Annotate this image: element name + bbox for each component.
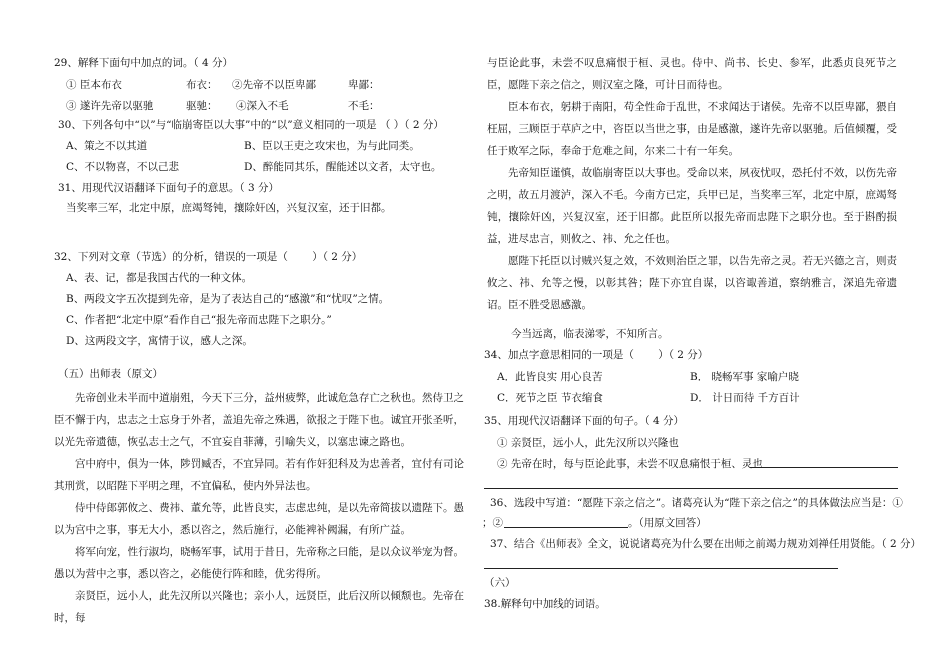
section5-paragraph-1: 先帝创业未半而中道崩殂，今天下三分，益州疲弊，此诚危急存亡之秋也。然侍卫之臣不懈于内，忠志之士忘身于外者，盖追先帝之殊遇，欲报之于陛下也。诚宜开张圣听，以光先帝遗德，恢弘志士之气，不宜妄自菲薄，引喻失义，以塞忠谏之路也。 [54,392,464,448]
q35-sentence-2: ② 先帝在时，每与臣论此事，未尝不叹息痛恨于桓、灵也 [497,458,763,470]
q36-answer-suffix: 。（用原文回答） [628,517,707,529]
q29-item-2: ②先帝不以臣卑鄙 [232,79,316,91]
q37-stem: 37、结合《出师表》全文，说说诸葛亮为什么要在出师之前竭力规劝刘禅任用贤能。（ 2 分） [490,538,921,550]
q29-blank-label-2: 卑鄙： [348,79,380,91]
q32-option-c: C、作者把“北定中原”看作自己“报先帝而忠陛下之职分。” [66,314,332,326]
section5-paragraph-5-continued: 与臣论此事，未尝不叹息痛恨于桓、灵也。侍中、尚书、长史、参军，此悉贞良死节之臣，愿陛下亲之信之，则汉室之隆，可计日而待也。 [487,57,897,91]
q30-option-c: C、不以物喜，不以己悲 [66,161,180,173]
q35-answer-line-1[interactable] [750,467,898,468]
q36-stem: 36、选段中写道：“愿陛下亲之信之”。诸葛亮认为“陛下亲之信之”的具体做法应当是：① [490,497,903,509]
section5-paragraph-4: 将军向宠，性行淑均，晓畅军事，试用于昔日，先帝称之曰能，是以众议举宠为督。愚以为营中之事，悉以咨之，必能使行阵和睦，优劣得所。 [54,546,464,580]
q35-stem: 35、用现代汉语翻译下面的句子。（ 4 分） [484,415,684,427]
q32-stem: 32、下列对文章（节选）的分析，错误的一项是（ ）（ 2 分） [54,251,363,263]
q30-option-a: A、策之不以其道 [66,140,148,152]
q29-blank-label-3: 驱驰： [186,100,218,112]
q29-blank-label-4: 不毛： [348,100,380,112]
section5-paragraph-6: 臣本布衣，躬耕于南阳，苟全性命于乱世，不求闻达于诸侯。先帝不以臣卑鄙，猥自枉屈，三顾臣于草庐之中，咨臣以当世之事，由是感激，遂许先帝以驱驰。后值倾覆，受任于败军之际，奉命于危难之间，尔来二十有一年矣。 [487,101,897,157]
q32-option-a: A、表、记，都是我国古代的一种文体。 [66,272,253,284]
q36-answer-prefix: ；② [482,517,503,529]
section5-paragraph-5: 亲贤臣，远小人，此先汉所以兴隆也；亲小人，远贤臣，此后汉所以倾颓也。先帝在时，每 [54,590,464,624]
q29-item-3: ③ 遂许先帝以驱驰 [66,100,154,112]
q30-stem: 30、下列各句中“以”与“临崩寄臣以大事”中的“以”意义相同的一项是 （ ）（ 2 分） [58,119,444,131]
section5-paragraph-7: 先帝知臣谨慎，故临崩寄臣以大事也。受命以来，夙夜忧叹，恐托付不效，以伤先帝之明，故五月渡泸，深入不毛。今南方已定，兵甲已足，当奖率三军，北定中原，庶竭驽钝，攘除奸凶，兴复汉室，还于旧都。此臣所以报先帝而忠陛下之职分也。至于斟酌损益，进尽忠言，则攸之、祎、允之任也。 [487,167,897,245]
q32-option-d: D、这两段文字，寓情于议，感人之深。 [66,335,253,347]
q35-answer-line-2[interactable] [484,488,898,489]
section5-paragraph-9: 今当远离，临表涕零，不知所言。 [511,328,669,340]
q30-option-d: D、醉能同其乐，醒能述以文者，太守也。 [244,161,442,173]
q29-stem: 29、解释下面句中加点的词。（ 4 分） [54,57,233,69]
q36-answer-line-2[interactable] [504,527,628,528]
q31-stem: 31、用现代汉语翻译下面句子的意思。（ 3 分） [58,182,279,194]
section5-paragraph-3: 侍中侍郎郭攸之、费祎、董允等，此皆良实，志虑忠纯，是以先帝简拔以遗陛下。愚以为宫中之事，事无大小，悉以咨之，然后施行，必能裨补阙漏，有所广益。 [54,502,464,536]
q29-item-4: ④深入不毛 [236,100,289,112]
q37-answer-line[interactable] [484,568,838,569]
q34-option-b: B． 晓畅军事 家喻户晓 [690,371,799,383]
q35-sentence-1: ① 亲贤臣，远小人，此先汉所以兴隆也 [497,437,679,449]
section5-paragraph-8: 愿陛下托臣以讨贼兴复之效，不效则治臣之罪，以告先帝之灵。若无兴德之言，则责攸之、祎、允等之慢，以彰其咎；陛下亦宜自谋，以咨诹善道，察纳雅言，深追先帝遗诏。臣不胜受恩感激。 [487,255,897,311]
section5-heading: （五）出师表（原文） [58,368,163,380]
q34-option-a: A．此皆良实 用心良苦 [497,371,603,383]
q29-item-1: ① 臣本布衣 [66,79,122,91]
q34-option-d: D． 计日而待 千方百计 [690,392,800,404]
q29-blank-label-1: 布衣： [186,79,218,91]
section6-heading: （六） [484,577,516,589]
q30-option-b: B、臣以王吏之攻宋也，为与此同类。 [244,140,420,152]
q31-sentence: 当奖率三军，北定中原，庶竭驽钝，攘除奸凶，兴复汉室，还于旧都。 [66,202,392,214]
q34-stem: 34、加点字意思相同的一项是（ ）（ 2 分） [484,349,709,361]
q32-option-b: B、两段文字五次提到先帝，是为了表达自己的“感激”和“忧叹”之情。 [66,293,390,305]
q34-option-c: C．死节之臣 节衣缩食 [497,392,603,404]
q38-stem: 38.解释句中加线的词语。 [484,598,606,610]
section5-paragraph-2: 宫中府中，俱为一体，陟罚臧否，不宜异同。若有作奸犯科及为忠善者，宜付有司论其刑赏，以昭陛下平明之理，不宜偏私，使内外异法也。 [54,458,464,492]
